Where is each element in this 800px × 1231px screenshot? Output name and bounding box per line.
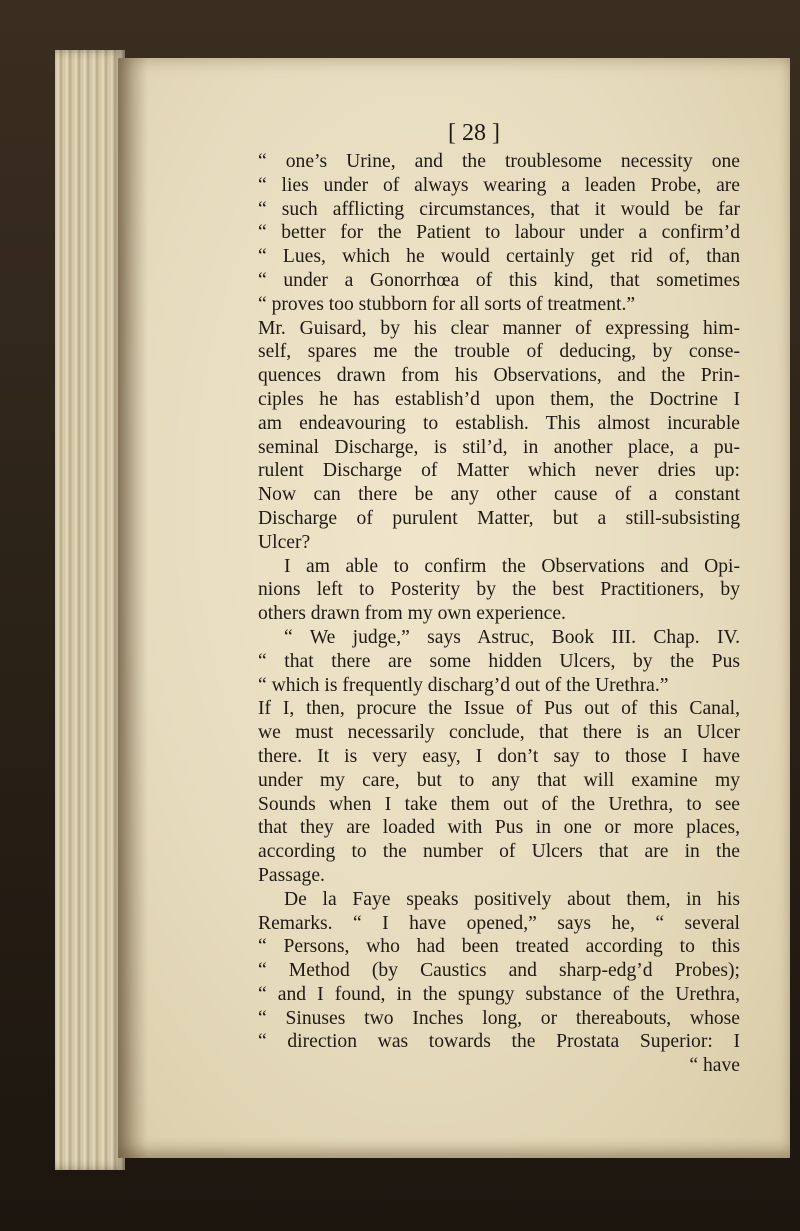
text-line: am endeavouring to establish. This almost incurable xyxy=(258,412,740,434)
text-line: ciples he has establish’d upon them, the Doctrine I xyxy=(258,388,740,410)
text-line: Remarks. “ I have opened,” says he, “ several xyxy=(258,912,740,934)
text-line: I am able to confirm the Observations and Opi- xyxy=(284,555,740,577)
page-number: [ 28 ] xyxy=(448,120,500,146)
text-line: “ Method (by Caustics and sharp-edg’d Probes); xyxy=(258,960,740,982)
text-line: “ Persons, who had been treated according to this xyxy=(258,936,740,958)
text-line: according to the number of Ulcers that are in the xyxy=(258,841,740,863)
text-line: Ulcer? xyxy=(258,531,311,553)
gutter-shadow xyxy=(118,58,148,1158)
text-line: “ which is frequently discharg’d out of the Urethra.” xyxy=(258,674,669,696)
text-line: self, spares me the trouble of deducing, by conse- xyxy=(258,341,740,363)
text-line: nions left to Posterity by the best Practitioners, by xyxy=(258,579,740,601)
text-line: “ Lues, which he would certainly get rid of, than xyxy=(258,246,740,268)
text-line: Discharge of purulent Matter, but a still-subsisting xyxy=(258,507,740,529)
text-line: “ under a Gonorrhœa of this kind, that sometimes xyxy=(258,269,740,291)
text-line: seminal Discharge, is stil’d, in another place, a pu- xyxy=(258,436,740,458)
text-line: “ Sinuses two Inches long, or thereabouts, whose xyxy=(258,1007,740,1029)
text-line: “ lies under of always wearing a leaden Probe, are xyxy=(258,174,740,196)
text-line: Mr. Guisard, by his clear manner of expressing him- xyxy=(258,317,740,339)
book-binding xyxy=(55,50,125,1170)
text-line: If I, then, procure the Issue of Pus out of this Canal, xyxy=(258,698,740,720)
text-line: De la Faye speaks positively about them, in his xyxy=(284,888,740,910)
text-line: quences drawn from his Observations, and the Prin- xyxy=(258,365,740,387)
text-line: “ direction was towards the Prostata Superior: I xyxy=(258,1031,740,1053)
text-line: we must necessarily conclude, that there is an Ulcer xyxy=(258,722,740,744)
text-line: “ We judge,” says Astruc, Book III. Chap. IV. xyxy=(284,626,740,648)
text-line: under my care, but to any that will examine my xyxy=(258,769,740,791)
text-line: “ one’s Urine, and the troublesome necessity one xyxy=(258,151,740,172)
text-line: “ such afflicting circumstances, that it would be far xyxy=(258,198,740,220)
text-line: that they are loaded with Pus in one or more places, xyxy=(258,817,740,839)
text-line: “ proves too stubborn for all sorts of treatment.” xyxy=(258,293,636,315)
text-line: others drawn from my own experience. xyxy=(258,603,566,625)
page-text xyxy=(258,150,740,1078)
text-line: there. It is very easy, I don’t say to those I have xyxy=(258,745,740,767)
text-line: “ better for the Patient to labour under a confirm’d xyxy=(258,222,740,244)
text-line: “ and I found, in the spungy substance of the Urethra, xyxy=(258,983,740,1005)
text-line: rulent Discharge of Matter which never dries up: xyxy=(258,460,740,482)
text-line: Sounds when I take them out of the Urethra, to see xyxy=(258,793,740,815)
text-line: Passage. xyxy=(258,864,325,886)
text-line: “ that there are some hidden Ulcers, by the Pus xyxy=(258,650,740,672)
text-line: “ have xyxy=(689,1055,740,1077)
text-line: Now can there be any other cause of a constant xyxy=(258,484,740,506)
